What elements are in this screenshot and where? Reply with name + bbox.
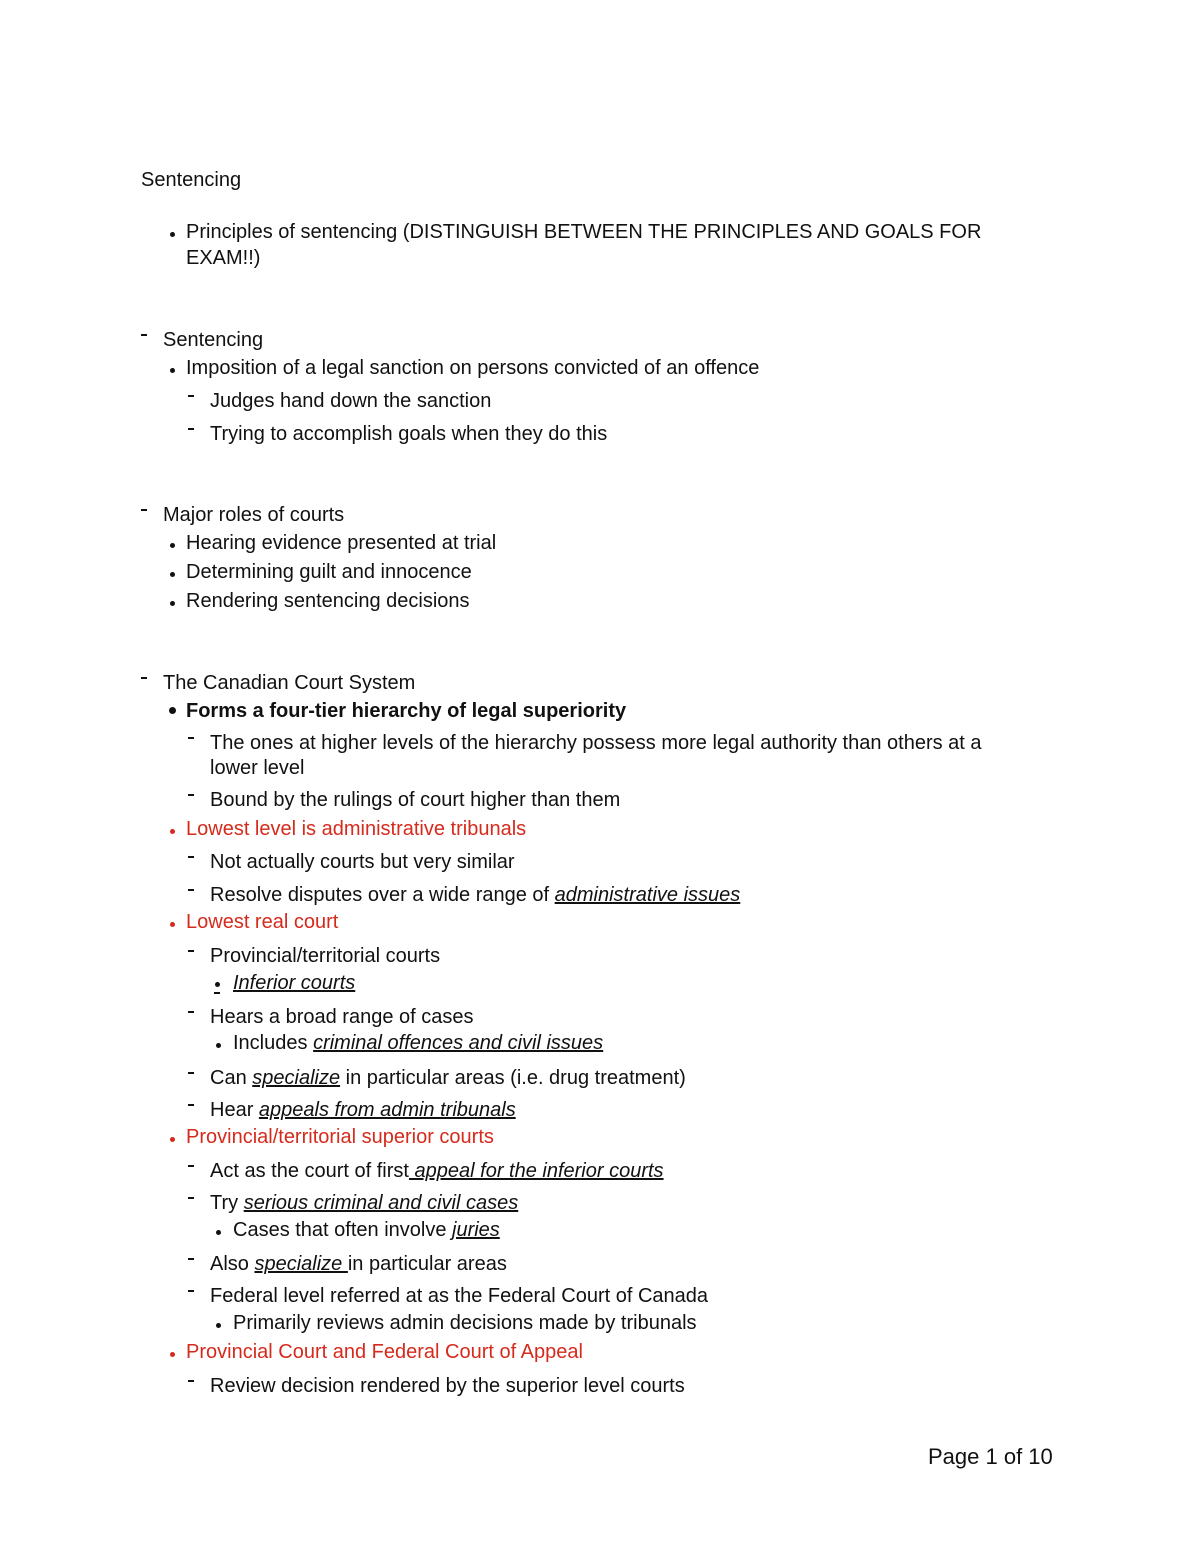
tier-superior: Provincial/territorial superior courts [186, 1126, 494, 1148]
lowest-real-sub-3 [210, 1066, 686, 1090]
tier-lowest-real: Lowest real court [186, 911, 339, 933]
section-heading-roles: Major roles of courts [163, 504, 345, 526]
superior-sub-3 [210, 1252, 507, 1276]
emphasis-span: administrative issues [554, 884, 741, 906]
bullet-dot [215, 982, 220, 987]
tier-appeal: Provincial Court and Federal Court of Appeal [186, 1341, 583, 1363]
dash-marker [188, 889, 194, 891]
dash-marker [188, 1011, 194, 1013]
lowest-real-sub-1: Provincial/territorial courts [210, 945, 441, 967]
courts-hierarchy: Forms a four-tier hierarchy of legal superiority [186, 700, 627, 722]
dash-marker [141, 677, 147, 679]
emphasis-span: serious criminal and civil cases [243, 1192, 519, 1214]
dash-marker [188, 950, 194, 952]
superior-sub-4: Federal level referred at as the Federal Court of Canada [210, 1285, 709, 1307]
bullet-underline [214, 992, 220, 994]
text-span: Hear [210, 1099, 259, 1121]
emphasis-span: criminal offences and civil issues [313, 1032, 604, 1054]
dash-marker [188, 1258, 194, 1260]
section-heading-courts: The Canadian Court System [163, 672, 416, 694]
intro-line-1: Principles of sentencing (DISTINGUISH BETWEEN THE PRINCIPLES AND GOALS FOR [186, 221, 982, 243]
bullet-dot [170, 829, 175, 834]
text-span: Also [210, 1253, 255, 1275]
page-number: Page 1 of 10 [928, 1444, 1053, 1469]
sentencing-definition: Imposition of a legal sanction on persons convicted of an offence [186, 357, 760, 379]
superior-sub-1 [210, 1159, 664, 1183]
text-span: in particular areas [347, 1253, 507, 1275]
lowest-real-sub-2: Hears a broad range of cases [210, 1006, 474, 1028]
dash-marker [188, 395, 194, 397]
superior-sub-4-note: Primarily reviews admin decisions made by tribunals [233, 1312, 697, 1334]
dash-marker [188, 428, 194, 430]
bullet-dot [170, 543, 175, 548]
hierarchy-sub-2: Bound by the rulings of court higher than them [210, 789, 621, 811]
tribunals-sub-1: Not actually courts but very similar [210, 851, 515, 873]
bullet-dot [169, 707, 176, 714]
tier-tribunals: Lowest level is administrative tribunals [186, 818, 527, 840]
text-span: Includes [233, 1032, 314, 1054]
emphasis-span: specialize [254, 1253, 348, 1275]
hierarchy-sub-1a: The ones at higher levels of the hierarchy possess more legal authority than others at a [210, 732, 982, 754]
dash-marker [141, 509, 147, 511]
dash-marker [188, 1072, 194, 1074]
text-span: Can [210, 1067, 253, 1089]
bullet-dot [216, 1043, 221, 1048]
bullet-dot [216, 1230, 221, 1235]
text-span: Resolve disputes over a wide range of [210, 884, 555, 906]
emphasis-span: specialize [252, 1067, 341, 1089]
appeal-sub-1: Review decision rendered by the superior level courts [210, 1375, 685, 1397]
hierarchy-sub-1b: lower level [210, 757, 305, 779]
superior-sub-2 [210, 1191, 518, 1215]
emphasis-span: appeal for the inferior courts [408, 1160, 664, 1182]
dash-marker [188, 1165, 194, 1167]
sentencing-sub-2: Trying to accomplish goals when they do this [210, 423, 608, 445]
lowest-real-sub-1-note: Inferior courts [233, 972, 356, 994]
text-span: in particular areas (i.e. drug treatment) [340, 1067, 686, 1089]
roles-item-1: Hearing evidence presented at trial [186, 532, 497, 554]
bullet-dot [170, 601, 175, 606]
bullet-dot [170, 572, 175, 577]
dash-marker [188, 1197, 194, 1199]
roles-item-2: Determining guilt and innocence [186, 561, 472, 583]
dash-marker [188, 794, 194, 796]
dash-marker [188, 1380, 194, 1382]
lowest-real-sub-4 [210, 1098, 516, 1122]
text-span: Act as the court of first [210, 1160, 409, 1182]
lowest-real-sub-2-note [233, 1031, 603, 1055]
bullet-dot [170, 1137, 175, 1142]
text-span: Cases that often involve [233, 1219, 453, 1241]
bullet-dot [170, 922, 175, 927]
intro-line-2: EXAM!!) [186, 247, 261, 269]
page-title: Sentencing [141, 169, 242, 191]
emphasis-span: appeals from admin tribunals [258, 1099, 516, 1121]
dash-marker [188, 737, 194, 739]
bullet-dot [170, 368, 175, 373]
text-span: Try [210, 1192, 244, 1214]
tribunals-sub-2 [210, 883, 740, 907]
sentencing-sub-1: Judges hand down the sanction [210, 390, 492, 412]
dash-marker [188, 1104, 194, 1106]
dash-marker [188, 1290, 194, 1292]
bullet-dot [216, 1323, 221, 1328]
bullet-dot [170, 1352, 175, 1357]
section-heading-sentencing: Sentencing [163, 329, 264, 351]
emphasis-span: juries [452, 1219, 500, 1241]
bullet-dot [170, 232, 175, 237]
dash-marker [188, 856, 194, 858]
dash-marker [141, 334, 147, 336]
roles-item-3: Rendering sentencing decisions [186, 590, 470, 612]
superior-sub-2-note [233, 1218, 500, 1242]
